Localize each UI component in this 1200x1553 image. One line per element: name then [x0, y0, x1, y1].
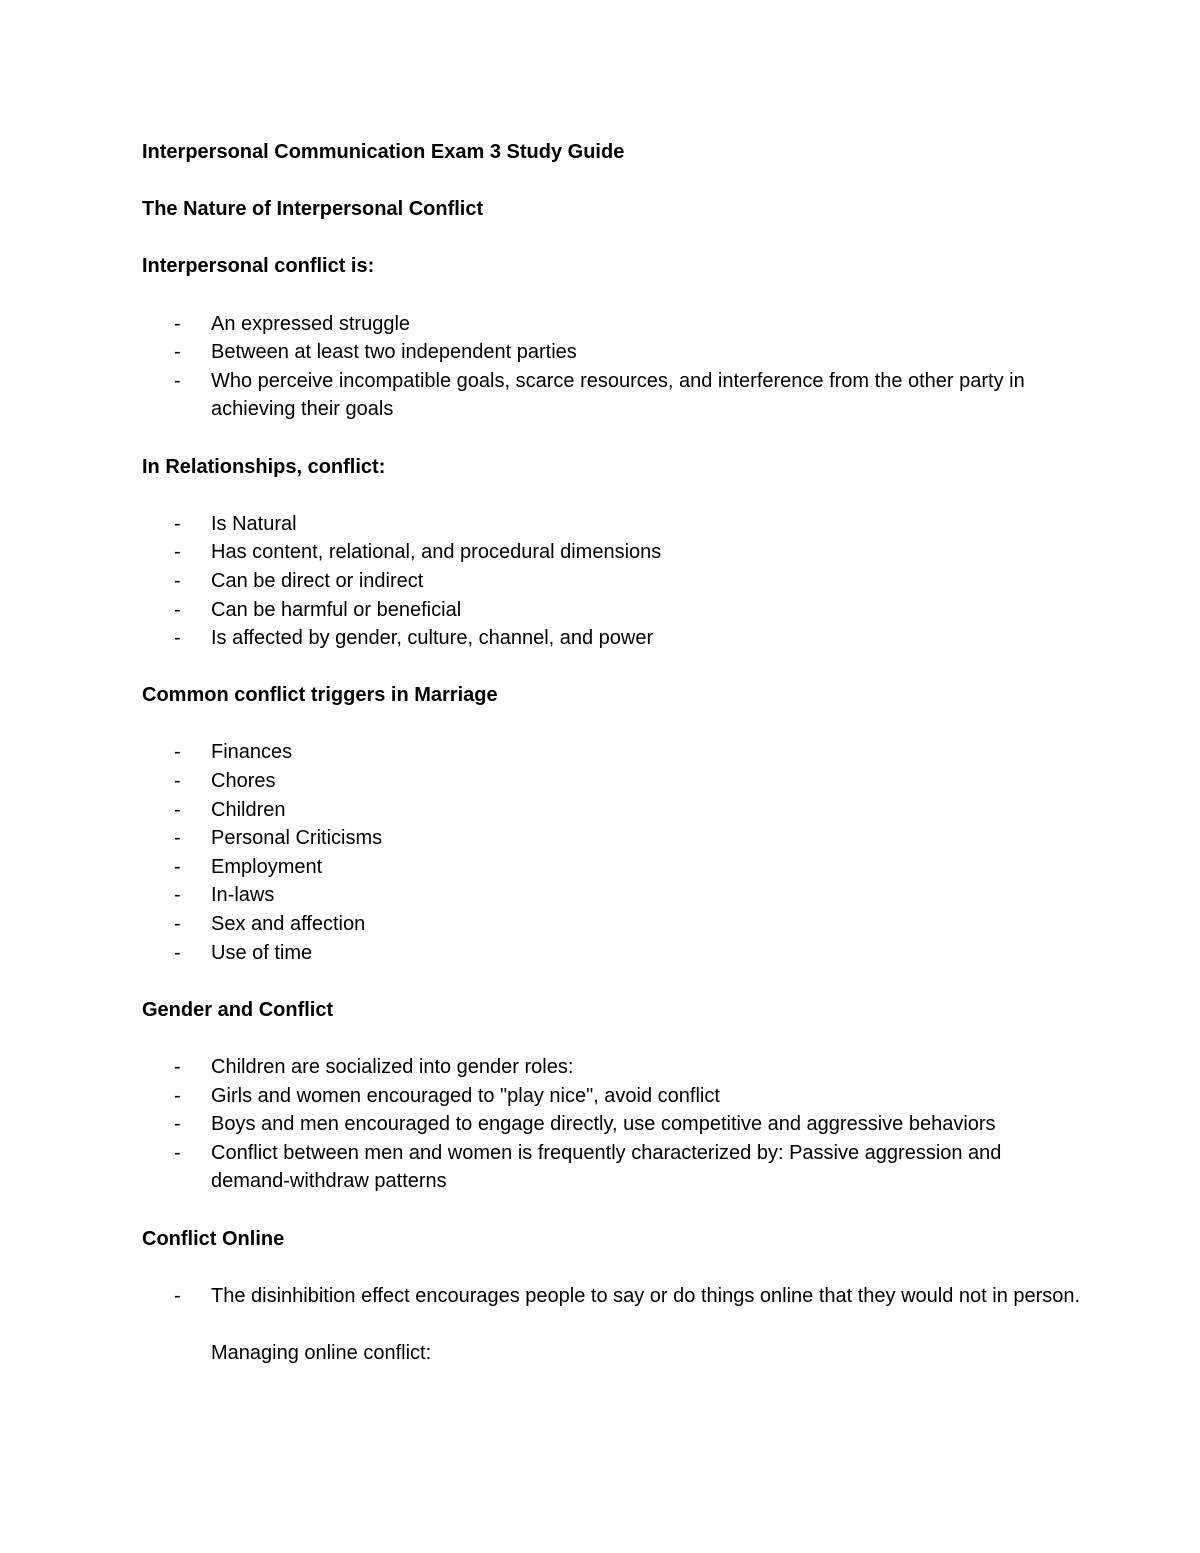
dash-bullet: -: [174, 855, 181, 878]
dash-bullet: -: [174, 312, 181, 335]
list-item: [142, 738, 1082, 767]
list-item-text: In-laws: [211, 884, 275, 907]
section-heading-relationships: In Relationships, conflict:: [142, 455, 386, 478]
spacer: [142, 167, 1082, 196]
list-item-text: The disinhibition effect encourages people to say or do things online that they would not in person.: [211, 1284, 1081, 1307]
list-item: [142, 338, 1082, 367]
list-item: [142, 310, 1082, 339]
dash-bullet: -: [174, 598, 181, 621]
list-item-text: Conflict between men and women is frequently characterized by: Passive aggression and demand-withdraw patterns: [211, 1141, 1002, 1193]
dash-bullet: -: [174, 1084, 181, 1107]
dash-bullet: -: [174, 770, 181, 793]
dash-bullet: -: [174, 1141, 181, 1164]
section-heading-gender: Gender and Conflict: [142, 998, 334, 1021]
spacer: [142, 281, 1082, 310]
list-item-text: Finances: [211, 741, 293, 764]
spacer: [142, 1024, 1082, 1053]
dash-bullet: -: [174, 1056, 181, 1078]
dash-bullet: -: [174, 1284, 181, 1307]
list-item: [142, 596, 1082, 625]
list-item: [142, 824, 1082, 853]
marriage-triggers-list: [142, 738, 1082, 967]
managing-online-conflict-label: Managing online conflict:: [211, 1341, 432, 1364]
dash-bullet: -: [174, 541, 181, 564]
spacer: [142, 481, 1082, 510]
list-item-text: Is affected by gender, culture, channel, and power: [211, 627, 654, 650]
relationships-list: [142, 510, 1082, 653]
list-item: [142, 567, 1082, 596]
spacer: [142, 710, 1082, 739]
list-item-text: Use of time: [211, 941, 313, 964]
dash-bullet: -: [174, 741, 181, 764]
section-heading-definition: Interpersonal conflict is:: [142, 255, 375, 278]
spacer: [142, 224, 1082, 253]
list-item-text: Can be direct or indirect: [211, 569, 424, 592]
list-item: [142, 1053, 1082, 1082]
list-item-text: Children are socialized into gender roles:: [211, 1056, 574, 1078]
dash-bullet: -: [174, 512, 181, 535]
list-item: [142, 910, 1082, 939]
list-item-text: Between at least two independent parties: [211, 341, 577, 364]
list-item-text: Children: [211, 798, 286, 821]
dash-bullet: -: [174, 913, 181, 936]
list-item: [142, 881, 1082, 910]
dash-bullet: -: [174, 798, 181, 821]
spacer: [142, 424, 1082, 453]
dash-bullet: -: [174, 884, 181, 907]
list-item: [142, 1282, 1082, 1311]
list-item: [142, 939, 1082, 968]
list-item-text: An expressed struggle: [211, 312, 411, 335]
list-item: [142, 767, 1082, 796]
dash-bullet: -: [174, 827, 181, 850]
section-heading-marriage: Common conflict triggers in Marriage: [142, 684, 498, 707]
spacer: [142, 1196, 1082, 1225]
online-list: [142, 1282, 1082, 1311]
list-item: [142, 853, 1082, 882]
spacer: [142, 967, 1082, 996]
list-item: [142, 367, 1082, 424]
list-item: [142, 510, 1082, 539]
list-item-text: Personal Criticisms: [211, 827, 383, 850]
document-title: Interpersonal Communication Exam 3 Study Guide: [142, 141, 625, 163]
list-item-text: Boys and men encouraged to engage directly, use competitive and aggressive behaviors: [211, 1113, 996, 1136]
spacer: [142, 1310, 1082, 1339]
dash-bullet: -: [174, 1113, 181, 1136]
spacer: [142, 1253, 1082, 1282]
list-item-text: Sex and affection: [211, 913, 366, 936]
dash-bullet: -: [174, 941, 181, 964]
list-item-text: Who perceive incompatible goals, scarce resources, and interference from the other party in achieving their goals: [211, 369, 1025, 421]
dash-bullet: -: [174, 627, 181, 650]
list-item-text: Chores: [211, 770, 276, 793]
list-item: [142, 1082, 1082, 1111]
dash-bullet: -: [174, 569, 181, 592]
list-item-text: Is Natural: [211, 512, 297, 535]
section-heading-nature: The Nature of Interpersonal Conflict: [142, 198, 484, 221]
list-item: [142, 624, 1082, 653]
list-item-text: Has content, relational, and procedural dimensions: [211, 541, 662, 564]
definition-list: [142, 310, 1082, 424]
document-page: [142, 138, 1082, 1368]
list-item: [142, 796, 1082, 825]
list-item: [142, 1139, 1082, 1196]
dash-bullet: -: [174, 341, 181, 364]
list-item-text: Girls and women encouraged to "play nice", avoid conflict: [211, 1084, 720, 1107]
spacer: [142, 653, 1082, 682]
section-heading-online: Conflict Online: [142, 1227, 285, 1250]
list-item: [142, 538, 1082, 567]
gender-list: [142, 1053, 1082, 1196]
list-item-text: Employment: [211, 855, 323, 878]
dash-bullet: -: [174, 369, 181, 392]
list-item-text: Can be harmful or beneficial: [211, 598, 462, 621]
list-item: [142, 1110, 1082, 1139]
